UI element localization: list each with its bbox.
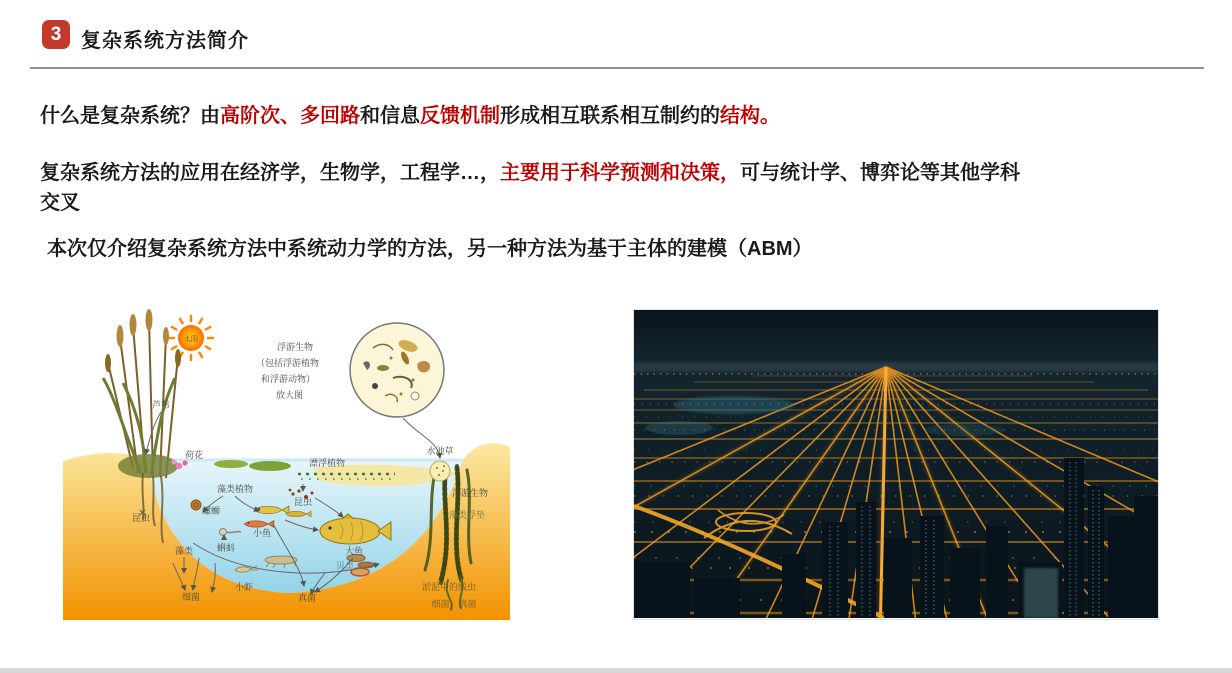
label-nematode: 淤泥中的线虫	[421, 582, 477, 592]
text-segment-highlight: 高阶次、多回路	[220, 105, 360, 127]
label-shrimp: 小虾	[234, 582, 254, 592]
paragraph-system-dynamics-abm	[47, 235, 813, 263]
text-segment: 什么是复杂系统？由	[40, 105, 220, 127]
label-inset-line3: 和浮游动物）	[260, 374, 315, 384]
label-lotus: 荷花	[184, 450, 204, 460]
lit-building-face	[1024, 568, 1058, 618]
paragraph-what-is-complex-system	[40, 102, 780, 130]
text-segment: 和信息	[360, 105, 420, 127]
label-plankton-right: 浮游生物	[451, 488, 489, 498]
slide-title: 复杂系统方法简介	[81, 30, 249, 52]
pond-grass-ball	[430, 461, 450, 481]
label-insect-left: 昆虫	[131, 513, 151, 523]
plankton-inset-circle	[350, 323, 444, 417]
label-bacteria: 细菌	[181, 592, 201, 602]
label-reed: 芦苇	[151, 400, 171, 410]
label-shellfish: 贝类	[335, 561, 355, 571]
label-snail: 螺蛳	[201, 506, 221, 516]
title-divider	[30, 67, 1204, 69]
text-segment: 可与统计学、博弈论等其他学科	[740, 162, 1020, 184]
paragraph-applications-line1	[40, 159, 1020, 187]
label-algae-mat: 藻类浮垫	[448, 510, 486, 520]
text-segment: 复杂系统方法的应用在经济学，生物学，工程学…，	[40, 162, 500, 184]
snail	[191, 500, 201, 510]
label-algae-plants: 藻类植物	[216, 484, 254, 494]
label-insect-mid: 昆虫	[293, 497, 313, 507]
label-big-fish: 大鱼	[344, 546, 364, 556]
label-inset-line2: （包括浮游植物	[255, 358, 319, 368]
label-inset-line4: 放大图	[275, 390, 303, 400]
label-floating-plants: 漂浮植物	[308, 458, 346, 468]
pond-ecosystem-illustration	[63, 308, 510, 620]
text-segment-highlight: 主要用于科学预测和决策，	[500, 162, 740, 184]
label-bacteria-fungi: 细菌，真菌	[431, 599, 477, 609]
label-inset-line1: 浮游生物	[276, 342, 313, 352]
paragraph-applications-line2	[40, 189, 80, 217]
pond-ecosystem-svg	[63, 308, 510, 620]
night-city-svg	[634, 310, 1158, 618]
label-fungi: 真菌	[297, 593, 317, 603]
text-segment: 交叉	[40, 192, 80, 214]
text-segment-highlight: 结构。	[720, 105, 780, 127]
section-number-badge: 3	[42, 20, 70, 49]
night-city-photo	[633, 309, 1159, 620]
label-tadpole: 蝌蚪	[216, 543, 236, 553]
sun-icon	[168, 315, 214, 361]
text-segment: 形成相互联系相互制约的	[500, 105, 720, 127]
label-sun: 太阳	[184, 336, 198, 343]
label-small-fish: 小鱼	[252, 528, 272, 538]
label-algae: 藻类	[174, 546, 194, 556]
label-pond-grass: 水池草	[426, 446, 454, 456]
text-segment-highlight: 反馈机制	[420, 105, 500, 127]
text-segment: 本次仅介绍复杂系统方法中系统动力学的方法，另一种方法为基于主体的建模（ABM）	[47, 238, 813, 260]
slide-bottom-strip	[0, 668, 1232, 673]
